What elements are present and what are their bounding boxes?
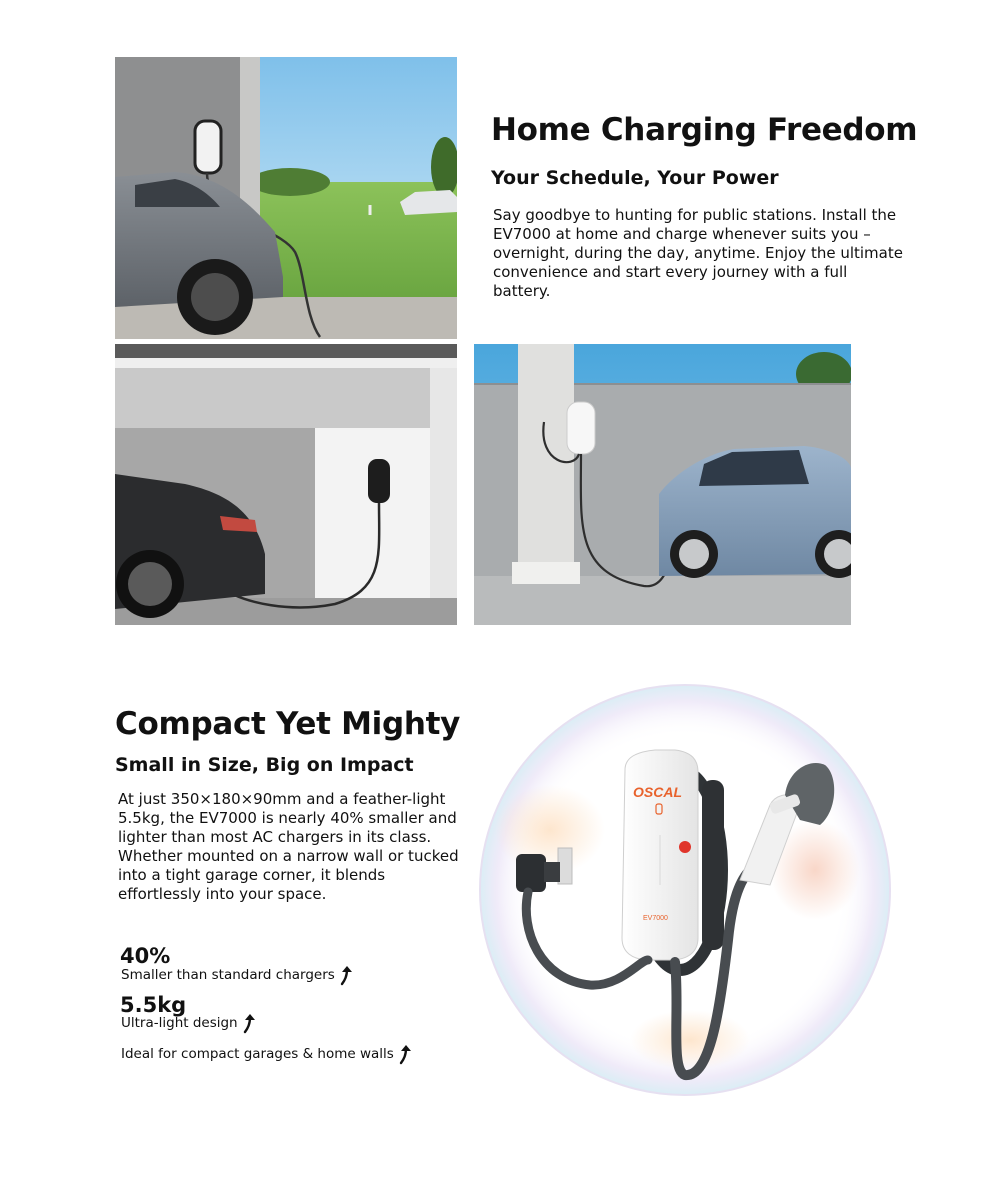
section-subtitle-compact: Small in Size, Big on Impact [115,754,414,776]
section-body-home-charging: Say goodbye to hunting for public stations. Install the EV7000 at home and charge whenever suits you – overnight, during the day, anytime. Enjoy the ultimate convenience and start every journey with a full battery. [493,206,903,300]
curved-arrow-icon [242,1012,258,1034]
photo-pillar-blue-car [474,344,851,625]
stat-value-size: 40% [120,944,171,968]
product-model-label: EV7000 [643,915,668,922]
product-image-ev-charger [470,680,900,1100]
section-title-compact: Compact Yet Mighty [115,706,461,742]
stat-label-size-text: Smaller than standard chargers [121,967,335,983]
stat-value-weight: 5.5kg [120,993,187,1017]
stat-label-weight-text: Ultra-light design [121,1015,238,1031]
curved-arrow-icon [339,964,355,986]
photo-home-charging-lawn [115,57,457,339]
section-subtitle-home-charging: Your Schedule, Your Power [491,167,779,189]
product-brand-logo: OSCAL [633,784,682,800]
section-title-home-charging: Home Charging Freedom [491,112,918,148]
stat-note-text: Ideal for compact garages & home walls [121,1046,394,1062]
stat-note-compact-garages [121,1043,414,1065]
photo-garage-dark-car [115,344,457,625]
section-body-compact: At just 350×180×90mm and a feather-light 5.5kg, the EV7000 is nearly 40% smaller and lighter than most AC chargers in its class. Whether mounted on a narrow wall or tucked into a tight garage corner, it blends effortlessly into your space. [118,790,459,903]
stat-label-weight [121,1012,258,1034]
curved-arrow-icon [398,1043,414,1065]
stat-label-size [121,964,355,986]
